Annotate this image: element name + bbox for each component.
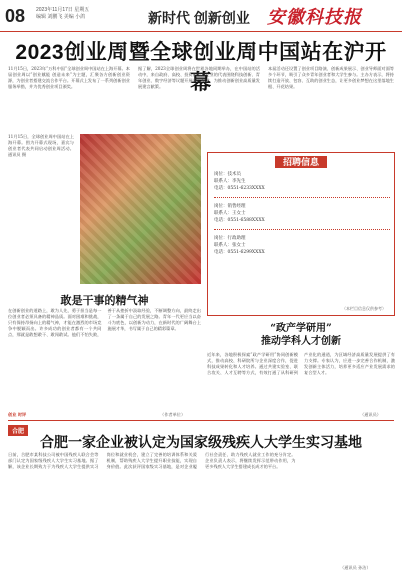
editor-text: 编辑 刘鹏飞 美编 小鸽 xyxy=(36,14,86,20)
bottom-story-author: （通讯员 孙洁） xyxy=(340,565,371,570)
job-divider xyxy=(214,197,390,198)
job-listings-box xyxy=(207,152,395,316)
right-story-title xyxy=(207,322,395,348)
job-divider xyxy=(214,229,390,230)
column-tag: 创业 时评 xyxy=(8,412,27,417)
date-text: 2023年11月17日 星期五 xyxy=(36,7,90,13)
job-listings-title: 招聘信息 xyxy=(208,155,394,168)
job-entry: 岗位：行政助理 联系人：张女士 电话：0551-6299XXXX xyxy=(214,236,265,255)
page-number: 08 xyxy=(5,6,26,26)
photo-credit: 通讯员 摄 xyxy=(8,152,27,157)
left-story-body: 在创新创业的道路上，敢为人先、勇于担当是每一位创业者必须具备的精神品质。面对困难和挑战，只有保持昂扬向上的精气神，才能在激烈的市场竞争中脱颖而出。许多成功的创业者都有一个共同点，那就是敢想敢干、敢闯敢试。他们不怕失败，善于从挫折中汲取经验，不断调整方向，最终走出了一条属于自己的发展之路。青年一代更应当以奋斗为底色，以创新为动力，在新时代的广阔舞台上施展才华，书写属于自己的精彩篇章。 xyxy=(8,308,201,337)
article-column-3: 本届活动还设置了创业项目路演、创新成果展示、创业导师面对面等多个环节，吸引了众多青年创业者和大学生参与。主办方表示，将持续打造开放、包容、互助的创业生态，让更多创业梦想在这里落地生根、开花结果。 xyxy=(268,66,394,89)
section-divider xyxy=(8,420,394,421)
article-column-1: 11月15日，2023年“万科中国”全球创业周中国站在上海开幕。本届创业周以“创业赋能 创造未来”为主题，汇聚各方创新创业资源，为创业者搭建交流合作平台。开幕式上发布了一系列创新创业服务举措，并为优秀创业项目颁奖。 xyxy=(8,66,130,89)
job-entry: 岗位：技术员 联系人：李先生 电话：0551-6233XXXX xyxy=(214,172,265,191)
job-entry: 岗位：销售经理 联系人：王女士 电话：0551-6588XXXX xyxy=(214,204,265,223)
date-line xyxy=(36,7,89,21)
bottom-story-body: 日前，合肥市某科技公司被中国残疾人联合会等部门认定为国家级残疾人大学生实习基地。据了解，该企业长期致力于为残疾人大学生提供实习岗位和就业机会，建立了完善的培训体系和关爱机制，帮助残疾人大学生提升职业技能，实现自身价值。此次获评国家级实习基地，是对企业履行社会责任、助力残疾人就业工作的充分肯定。企业负责人表示，将继续发挥示范带动作用，为更多残疾人大学生搭建成长成才的平台。 xyxy=(8,452,296,469)
photo-caption xyxy=(8,134,74,284)
right-story-author: （通讯员） xyxy=(360,412,381,417)
main-headline: 2023创业周暨全球创业周中国站在沪开幕 xyxy=(15,41,387,94)
region-tag: 合肥 xyxy=(8,425,28,436)
article-column-2: 据了解，2023全球创业周将在世界各地同期举办，在中国站的活动中，来自政府、高校、投资机构和企业的代表围绕科技创新、青年创业、数字经济等议题开展深入探讨，为推动创新创业高质量发展建言献策。 xyxy=(138,66,260,89)
event-photo xyxy=(80,134,201,284)
right-story-title-line1: “政产学研用” xyxy=(270,323,332,334)
page-header xyxy=(0,0,402,32)
left-story-title: 敢是干事的精气神 xyxy=(60,294,149,307)
right-story-title-line2: 推动学科人才创新 xyxy=(261,336,341,347)
section-label: 新时代 创新创业 xyxy=(148,10,250,26)
right-story-body: 近年来，各地积极探索“政产学研用”协同创新模式，推动高校、科研院所与企业深度合作，促进科技成果转化和人才培养。通过共建实验室、联合攻关、人才互聘等方式，有效打通了从科研到产业化的通道，为区域经济高质量发展提供了有力支撑。专家认为，应进一步完善合作机制，激发创新主体活力，培养更多适应产业发展需求的复合型人才。 xyxy=(207,352,395,375)
masthead-logo: 安徽科技报 xyxy=(267,7,362,28)
bottom-headline: 合肥一家企业被认定为国家级残疾人大学生实习基地 xyxy=(40,434,362,450)
photo-caption-text: 11月15日，全球创业周中国站在上海开幕。图为开幕式现场，嘉宾与创业者代表共同启动创业周活动。 xyxy=(8,134,74,151)
left-story-author: （作者单位） xyxy=(160,412,186,417)
job-listings-note: （本栏目信息仅供参考） xyxy=(342,306,386,311)
